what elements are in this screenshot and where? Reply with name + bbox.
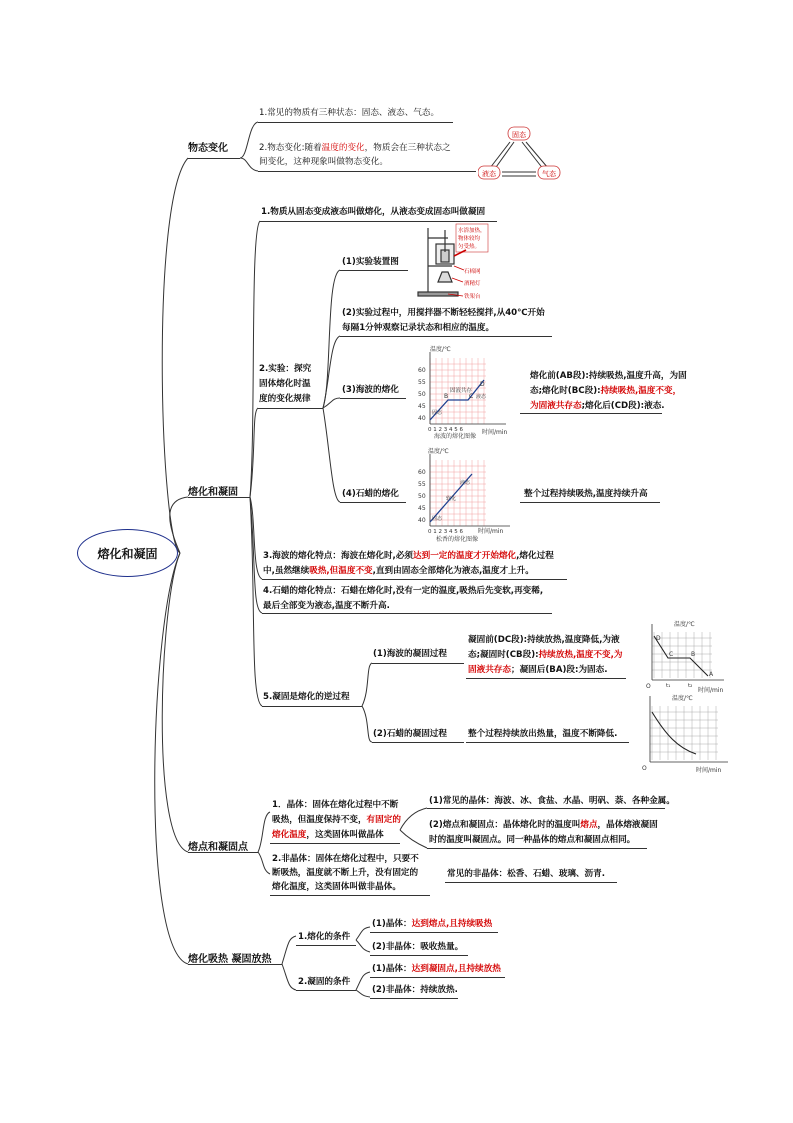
svg-text:0 1 2 3 4 5 6: 0 1 2 3 4 5 6 [428, 427, 463, 433]
hypo-solidifying-label: (1)海波的凝固过程 [373, 649, 447, 659]
crystal-def-line3: 熔化温度，这类固体叫做晶体 [272, 830, 384, 840]
svg-text:t₁: t₁ [666, 683, 671, 689]
svg-text:45: 45 [418, 505, 426, 512]
svg-text:D: D [656, 635, 661, 642]
hypo-melting-desc-line3: 为固液共存态;熔化后(CD段):液态. [530, 401, 665, 411]
experiment-process-line2: 每隔1分钟观察记录状态和相应的温度。 [342, 323, 495, 333]
amorphous-def-line3: 熔化温度，这类固体叫做非晶体。 [272, 882, 401, 892]
svg-text:0 1 2 3 4 5 6: 0 1 2 3 4 5 6 [428, 529, 463, 535]
svg-text:50: 50 [418, 493, 426, 500]
svg-text:B: B [444, 393, 449, 400]
crystal-examples: (1)常见的晶体：海波、冰、食盐、水晶、明矾、萘、各种金属。 [429, 796, 675, 806]
svg-text:固态: 固态 [432, 516, 443, 522]
branch-heat-transfer: 熔化吸热 凝固放热 [188, 954, 272, 965]
triangle-liquid: 液态 [482, 170, 496, 178]
svg-text:固态: 固态 [432, 410, 443, 416]
solidifying-condition: 2.凝固的条件 [298, 977, 351, 987]
svg-text:液态: 液态 [460, 480, 471, 486]
svg-text:时间/min: 时间/min [482, 429, 508, 436]
svg-text:酒精灯: 酒精灯 [464, 281, 481, 287]
hypo-melting-desc-line1: 熔化前(AB段):持续吸热,温度升高，为固 [530, 371, 687, 381]
svg-text:物体较均: 物体较均 [458, 236, 481, 242]
hypo-feature-line2: 中,虽然继续吸热,但温度不变,直到由固态全部熔化为液态,温度才上升。 [263, 566, 534, 576]
melting-crystal-condition: (1)晶体：达到熔点,且持续吸热 [372, 919, 493, 929]
amorphous-examples: 常见的非晶体：松香、石蜡、玻璃、沥青. [447, 869, 605, 879]
svg-text:时间/min: 时间/min [698, 687, 724, 694]
paraffin-melting-desc: 整个过程持续吸热,温度持续升高 [524, 489, 648, 499]
hypo-solidifying-desc-line2: 态;凝固时(CB段):持续放热,温度不变,为 [468, 650, 623, 660]
experiment-line3: 度的变化规律 [259, 394, 311, 404]
melting-point-line2: 时的温度叫凝固点。同一种晶体的熔点和凝固点相同。 [429, 835, 636, 845]
svg-text:B: B [691, 651, 696, 658]
root-title: 熔化和凝固 [97, 546, 158, 561]
svg-text:40: 40 [418, 517, 426, 524]
svg-text:55: 55 [418, 481, 426, 488]
phase-change-line1: 2.物态变化:随着温度的变化，物质会在三种状态之 [259, 143, 451, 153]
phase-change-line2: 间变化，这种现象叫做物态变化。 [259, 157, 388, 167]
svg-text:松香的熔化图像: 松香的熔化图像 [436, 536, 479, 543]
phase-states-text: 1.常见的物质有三种状态：固态、液态、气态。 [259, 108, 440, 118]
svg-text:D: D [480, 381, 485, 388]
svg-text:软化: 软化 [446, 496, 457, 502]
paraffin-feature-line2: 最后全部变为液态,温度不断升高. [263, 601, 390, 611]
solidifying-amorphous-condition: (2)非晶体：持续放热. [372, 985, 458, 995]
svg-text:60: 60 [418, 469, 426, 476]
svg-text:55: 55 [418, 379, 426, 386]
svg-text:60: 60 [418, 367, 426, 374]
svg-text:t₂: t₂ [688, 683, 693, 689]
svg-text:C: C [669, 651, 674, 658]
solidifying-inverse: 5.凝固是熔化的逆过程 [263, 692, 350, 702]
crystal-def-line2: 吸热，但温度保持不变，有固定的 [272, 815, 401, 825]
paraffin-feature-line1: 4.石蜡的熔化特点：石蜡在熔化时,没有一定的温度,吸热后先变软,再变稀, [263, 586, 544, 596]
hypo-solidifying-graph [640, 618, 726, 694]
hypo-solidifying-desc-line1: 凝固前(DC段):持续放热,温度降低,为液 [468, 635, 620, 645]
svg-text:海波的熔化图像: 海波的熔化图像 [434, 433, 477, 440]
svg-text:时间/min: 时间/min [478, 528, 504, 535]
svg-text:温度/℃: 温度/℃ [428, 448, 449, 455]
svg-text:C: C [469, 393, 474, 400]
melting-point-line1: (2)熔点和凝固点：晶体熔化时的温度叫熔点，晶体熔液凝固 [429, 820, 658, 830]
svg-text:O: O [646, 683, 651, 690]
svg-text:A: A [709, 671, 714, 678]
experiment-line1: 2.实验：探究 [259, 364, 312, 374]
paraffin-solidifying-desc: 整个过程持续放出热量，温度不断降低. [468, 729, 618, 739]
svg-text:匀受热。: 匀受热。 [458, 244, 481, 250]
melting-condition: 1.熔化的条件 [298, 932, 351, 942]
svg-text:40: 40 [418, 415, 426, 422]
apparatus-label: (1)实验装置图 [342, 257, 399, 267]
hypo-solidifying-desc-line3: 固液共存态；凝固后(BA)段:为固态. [468, 665, 608, 675]
root-topic [77, 529, 178, 577]
svg-text:石棉网: 石棉网 [464, 269, 481, 275]
paraffin-solidifying-curve [652, 712, 696, 754]
experiment-process-line1: (2)实验过程中，用搅拌器不断轻轻搅拌,从40℃开始 [342, 308, 545, 318]
phase-triangle-diagram [478, 122, 568, 186]
svg-text:45: 45 [418, 403, 426, 410]
branch-melting-solidifying: 熔化和凝固 [188, 487, 238, 498]
svg-text:温度/℃: 温度/℃ [674, 621, 695, 628]
svg-text:铁架台: 铁架台 [464, 294, 481, 300]
hypo-feature-line1: 3.海波的熔化特点：海波在熔化时,必须达到一定的温度才开始熔化,熔化过程 [263, 551, 554, 561]
hypo-melting-desc-line2: 态;熔化时(BC段):持续吸热,温度不变， [530, 386, 682, 396]
svg-text:液态: 液态 [476, 394, 487, 400]
melting-amorphous-condition: (2)非晶体：吸收热量。 [372, 942, 464, 952]
triangle-gas: 气态 [542, 170, 556, 178]
crystal-def-line1: 1．晶体：固体在熔化过程中不断 [272, 800, 399, 810]
triangle-solid: 固态 [512, 131, 526, 139]
svg-text:温度/℃: 温度/℃ [672, 695, 693, 702]
svg-text:固液共存: 固液共存 [450, 388, 473, 394]
paraffin-melting-graph [410, 446, 518, 544]
branch-phase-change: 物态变化 [188, 143, 228, 154]
svg-text:时间/min: 时间/min [696, 767, 722, 774]
svg-text:水浴加热，: 水浴加热， [458, 228, 486, 234]
paraffin-solidifying-graph [636, 690, 732, 776]
solidifying-crystal-condition: (1)晶体：达到凝固点,且持续放热 [372, 964, 501, 974]
amorphous-def-line2: 断吸热，温度就不断上升，没有固定的 [272, 868, 419, 878]
hypo-melting-graph [410, 344, 514, 440]
svg-text:O: O [642, 765, 647, 772]
amorphous-def-line1: 2.非晶体：固体在熔化过程中，只要不 [272, 854, 419, 864]
paraffin-melting-label: (4)石蜡的熔化 [342, 489, 399, 499]
experiment-line2: 固体熔化时温 [259, 379, 311, 389]
hypo-melting-label: (3)海波的熔化 [342, 385, 399, 395]
melting-definition: 1.物质从固态变成液态叫做熔化，从液态变成固态叫做凝固 [261, 207, 486, 217]
svg-text:50: 50 [418, 391, 426, 398]
paraffin-solidifying-label: (2)石蜡的凝固过程 [373, 729, 447, 739]
branch-melting-point: 熔点和凝固点 [188, 842, 248, 853]
apparatus-diagram [408, 222, 490, 302]
svg-text:温度/℃: 温度/℃ [430, 346, 451, 353]
